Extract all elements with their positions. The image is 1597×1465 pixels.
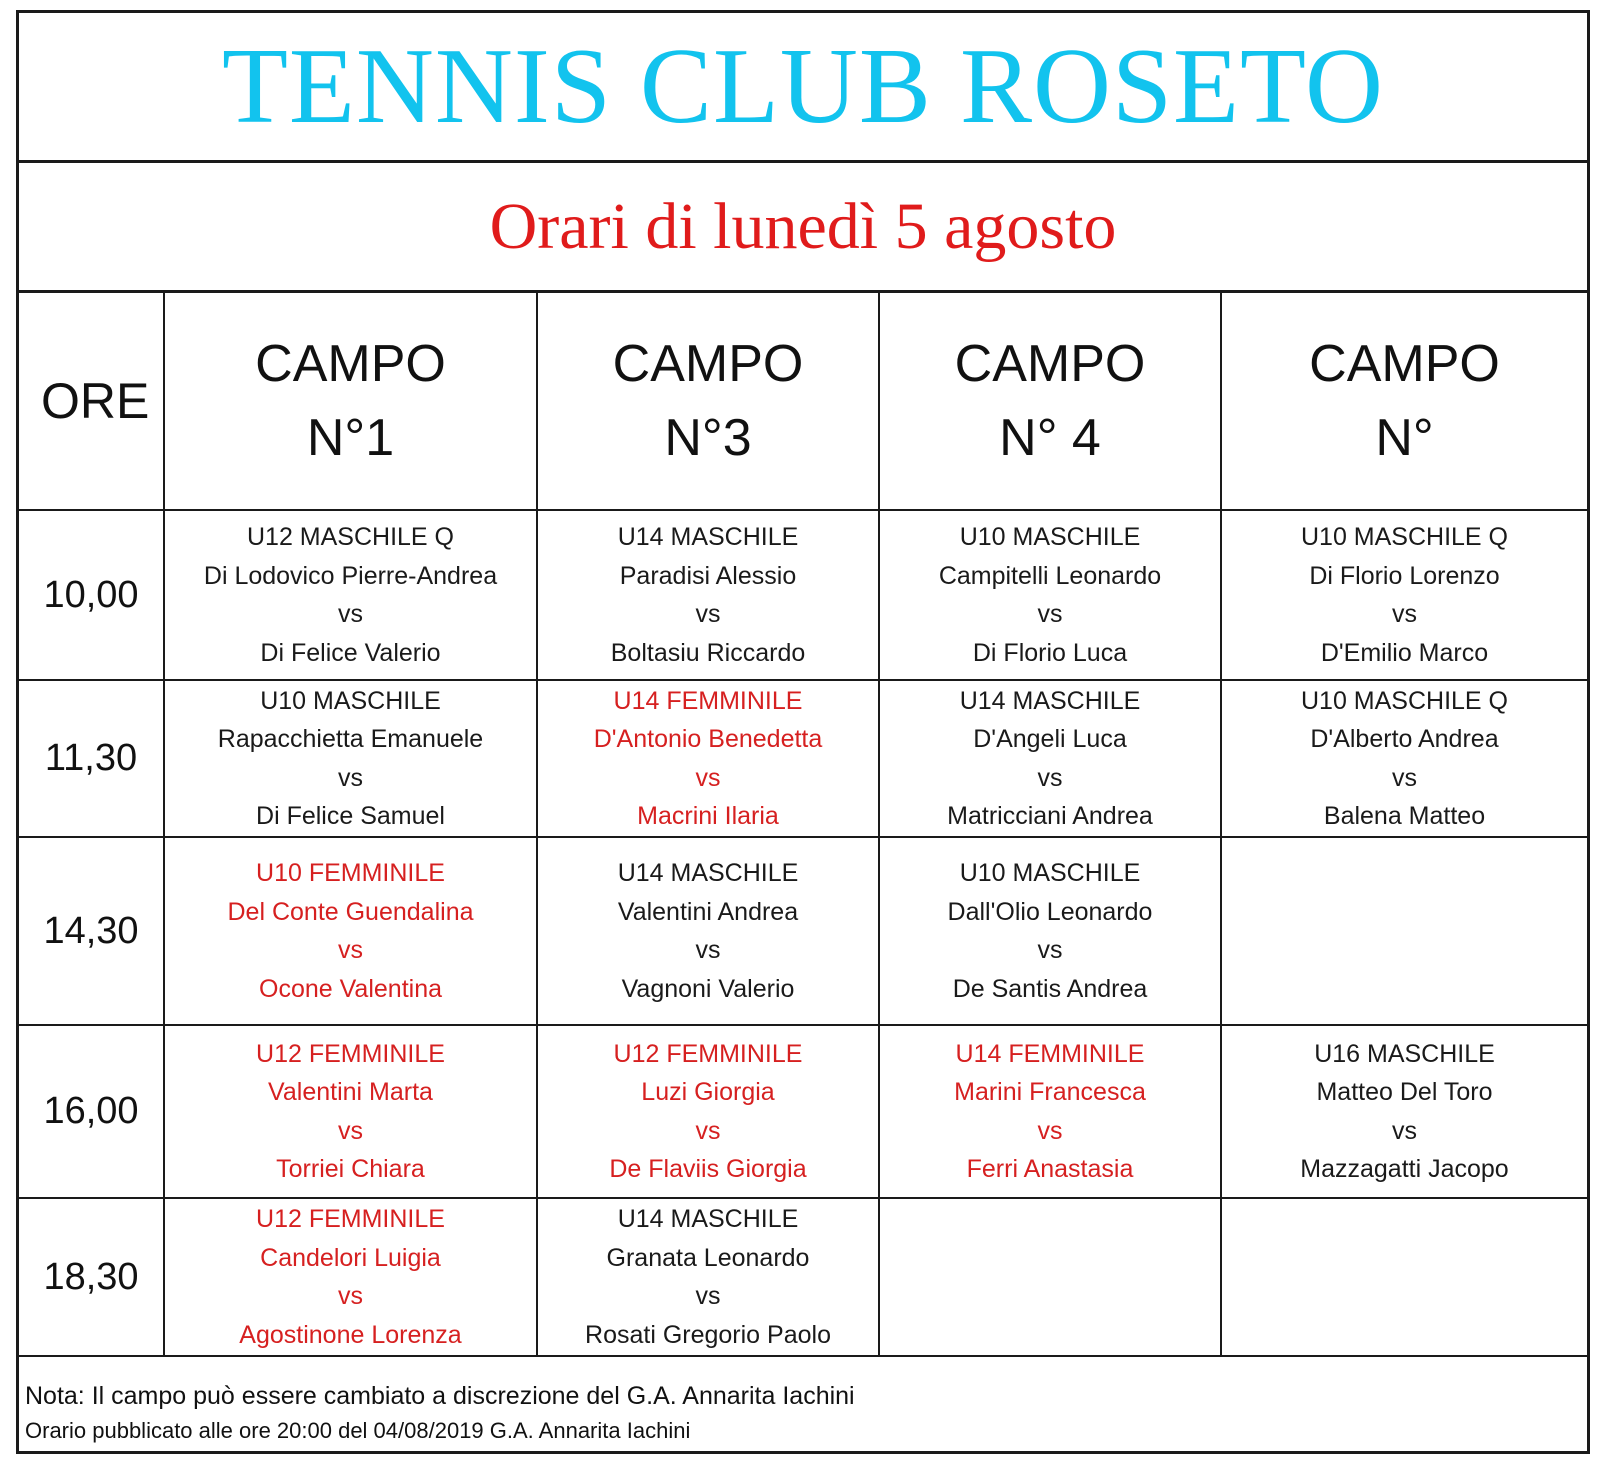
title-row — [19, 13, 1587, 163]
player-one: Marini Francesca — [954, 1078, 1146, 1106]
empty-cell — [879, 1198, 1221, 1356]
player-two: Macrini Ilaria — [637, 802, 779, 830]
player-one: D'Alberto Andrea — [1310, 725, 1499, 753]
player-two: Agostinone Lorenza — [239, 1320, 462, 1349]
court-header — [1221, 293, 1587, 510]
player-two: Di Felice Samuel — [256, 802, 445, 830]
court-header-number: N°1 — [306, 409, 395, 467]
player-one: D'Antonio Benedetta — [593, 725, 823, 753]
match-cell — [537, 1198, 879, 1356]
schedule-table — [19, 293, 1587, 1357]
match-category: U14 MASCHILE — [959, 686, 1141, 715]
versus-label: vs — [1037, 763, 1063, 792]
ore-header: ORE — [19, 293, 164, 510]
match-card — [165, 518, 536, 672]
match-category: U16 MASCHILE — [1314, 1039, 1495, 1068]
time-slot-row — [19, 837, 1587, 1025]
court-header-line1: CAMPO — [255, 335, 446, 393]
match-card — [165, 682, 536, 836]
match-cell — [879, 1025, 1221, 1198]
versus-label: vs — [338, 600, 363, 628]
player-one: Candelori Luigia — [260, 1243, 441, 1272]
player-one: Di Florio Lorenzo — [1309, 561, 1500, 590]
time-cell: 14,30 — [19, 837, 164, 1025]
player-one: Granata Leonardo — [606, 1243, 810, 1272]
match-card — [880, 518, 1220, 672]
match-category: U14 FEMMINILE — [955, 1039, 1145, 1068]
header-row — [19, 293, 1587, 510]
match-category: U10 FEMMINILE — [256, 859, 445, 887]
match-category: U10 MASCHILE — [260, 686, 441, 715]
match-cell — [1221, 510, 1587, 680]
player-two: Vagnoni Valerio — [621, 974, 795, 1003]
court-header-number: N° — [1375, 409, 1434, 467]
notes-area — [19, 1374, 1587, 1451]
match-category: U14 FEMMINILE — [613, 686, 803, 715]
match-cell — [164, 1198, 537, 1356]
versus-label: vs — [695, 936, 721, 964]
versus-label: vs — [1392, 763, 1417, 792]
player-one: Valentini Marta — [268, 1078, 433, 1106]
club-title: TENNIS CLUB ROSETO — [221, 26, 1385, 146]
player-two: De Santis Andrea — [952, 974, 1148, 1003]
player-two: Torriei Chiara — [276, 1155, 425, 1183]
time-slot-row — [19, 1198, 1587, 1356]
versus-label: vs — [1392, 600, 1417, 628]
player-one: Rapacchietta Emanuele — [217, 725, 484, 753]
versus-label: vs — [695, 763, 721, 792]
versus-label: vs — [695, 1116, 721, 1145]
match-category: U10 MASCHILE — [959, 523, 1141, 551]
player-two: Ocone Valentina — [259, 974, 442, 1003]
match-card — [538, 854, 878, 1008]
match-card — [880, 1035, 1220, 1189]
publication-note: Orario pubblicato alle ore 20:00 del 04/08/2019 G.A. Annarita Iachini — [25, 1418, 691, 1443]
versus-label: vs — [1037, 600, 1063, 628]
match-cell — [537, 837, 879, 1025]
match-card — [880, 854, 1220, 1008]
player-two: De Flaviis Giorgia — [609, 1155, 807, 1183]
time-cell: 11,30 — [19, 680, 164, 837]
match-card — [1222, 1035, 1587, 1189]
player-two: Ferri Anastasia — [966, 1155, 1134, 1183]
match-card — [538, 1035, 878, 1189]
match-category: U12 FEMMINILE — [256, 1039, 445, 1068]
match-cell — [164, 837, 537, 1025]
match-cell — [879, 837, 1221, 1025]
versus-label: vs — [1037, 936, 1063, 964]
time-cell: 18,30 — [19, 1198, 164, 1356]
player-one: Campitelli Leonardo — [938, 561, 1162, 590]
court-header — [164, 293, 537, 510]
match-card — [165, 854, 536, 1008]
match-card — [165, 1200, 536, 1354]
match-cell — [537, 510, 879, 680]
versus-label: vs — [695, 600, 721, 628]
versus-label: vs — [338, 936, 363, 964]
empty-cell — [1221, 837, 1587, 1025]
match-cell — [164, 680, 537, 837]
match-category: U10 MASCHILE Q — [1300, 686, 1508, 715]
time-cell: 16,00 — [19, 1025, 164, 1198]
match-category: U12 FEMMINILE — [256, 1205, 445, 1233]
player-two: Di Felice Valerio — [260, 638, 441, 667]
match-category: U10 MASCHILE — [959, 859, 1141, 887]
match-category: U10 MASCHILE Q — [1300, 523, 1508, 551]
match-category: U14 MASCHILE — [617, 523, 799, 551]
court-header — [537, 293, 879, 510]
time-cell: 10,00 — [19, 510, 164, 680]
court-header-number: N°3 — [664, 409, 752, 467]
versus-label: vs — [338, 1116, 363, 1145]
court-header-number: N° 4 — [999, 409, 1101, 467]
schedule-sheet — [16, 10, 1590, 1454]
player-two: Mazzagatti Jacopo — [1300, 1155, 1509, 1183]
match-card — [538, 682, 878, 836]
court-header-line1: CAMPO — [612, 335, 804, 393]
match-cell — [164, 510, 537, 680]
player-two: Balena Matteo — [1323, 802, 1486, 830]
match-cell — [879, 680, 1221, 837]
match-card — [1222, 682, 1587, 836]
match-category: U14 MASCHILE — [617, 859, 799, 887]
player-two: Boltasiu Riccardo — [610, 638, 806, 667]
court-header — [879, 293, 1221, 510]
subtitle-row — [19, 163, 1587, 293]
versus-label: vs — [338, 1282, 363, 1310]
match-cell — [879, 510, 1221, 680]
match-category: U14 MASCHILE — [617, 1205, 799, 1233]
versus-label: vs — [1392, 1116, 1417, 1145]
player-one: Luzi Giorgia — [641, 1078, 775, 1106]
player-one: Del Conte Guendalina — [227, 897, 474, 926]
match-card — [538, 518, 878, 672]
player-one: Matteo Del Toro — [1316, 1078, 1493, 1106]
player-one: Valentini Andrea — [617, 897, 799, 926]
court-header-line1: CAMPO — [954, 335, 1146, 393]
time-slot-row — [19, 680, 1587, 837]
match-category: U12 FEMMINILE — [613, 1039, 803, 1068]
match-cell — [164, 1025, 537, 1198]
versus-label: vs — [338, 763, 363, 792]
player-one: D'Angeli Luca — [973, 725, 1127, 753]
player-one: Paradisi Alessio — [619, 561, 797, 590]
match-cell — [537, 680, 879, 837]
schedule-date-title: Orari di lunedì 5 agosto — [489, 189, 1117, 263]
player-one: Dall'Olio Leonardo — [947, 897, 1153, 926]
empty-cell — [1221, 1198, 1587, 1356]
player-two: Matricciani Andrea — [947, 802, 1153, 830]
court-header-line1: CAMPO — [1309, 335, 1500, 393]
match-cell — [1221, 1025, 1587, 1198]
match-card — [880, 682, 1220, 836]
court-change-note: Nota: Il campo può essere cambiato a discrezione del G.A. Annarita Iachini — [25, 1382, 855, 1410]
match-card — [1222, 518, 1587, 672]
player-one: Di Lodovico Pierre-Andrea — [203, 561, 498, 590]
player-two: D'Emilio Marco — [1320, 638, 1489, 667]
match-category: U12 MASCHILE Q — [246, 523, 454, 551]
match-card — [538, 1200, 878, 1354]
versus-label: vs — [695, 1282, 721, 1310]
player-two: Di Florio Luca — [972, 638, 1128, 667]
match-cell — [537, 1025, 879, 1198]
versus-label: vs — [1037, 1116, 1063, 1145]
time-slot-row — [19, 510, 1587, 680]
time-slot-row — [19, 1025, 1587, 1198]
match-card — [165, 1035, 536, 1189]
player-two: Rosati Gregorio Paolo — [585, 1320, 831, 1349]
match-cell — [1221, 680, 1587, 837]
